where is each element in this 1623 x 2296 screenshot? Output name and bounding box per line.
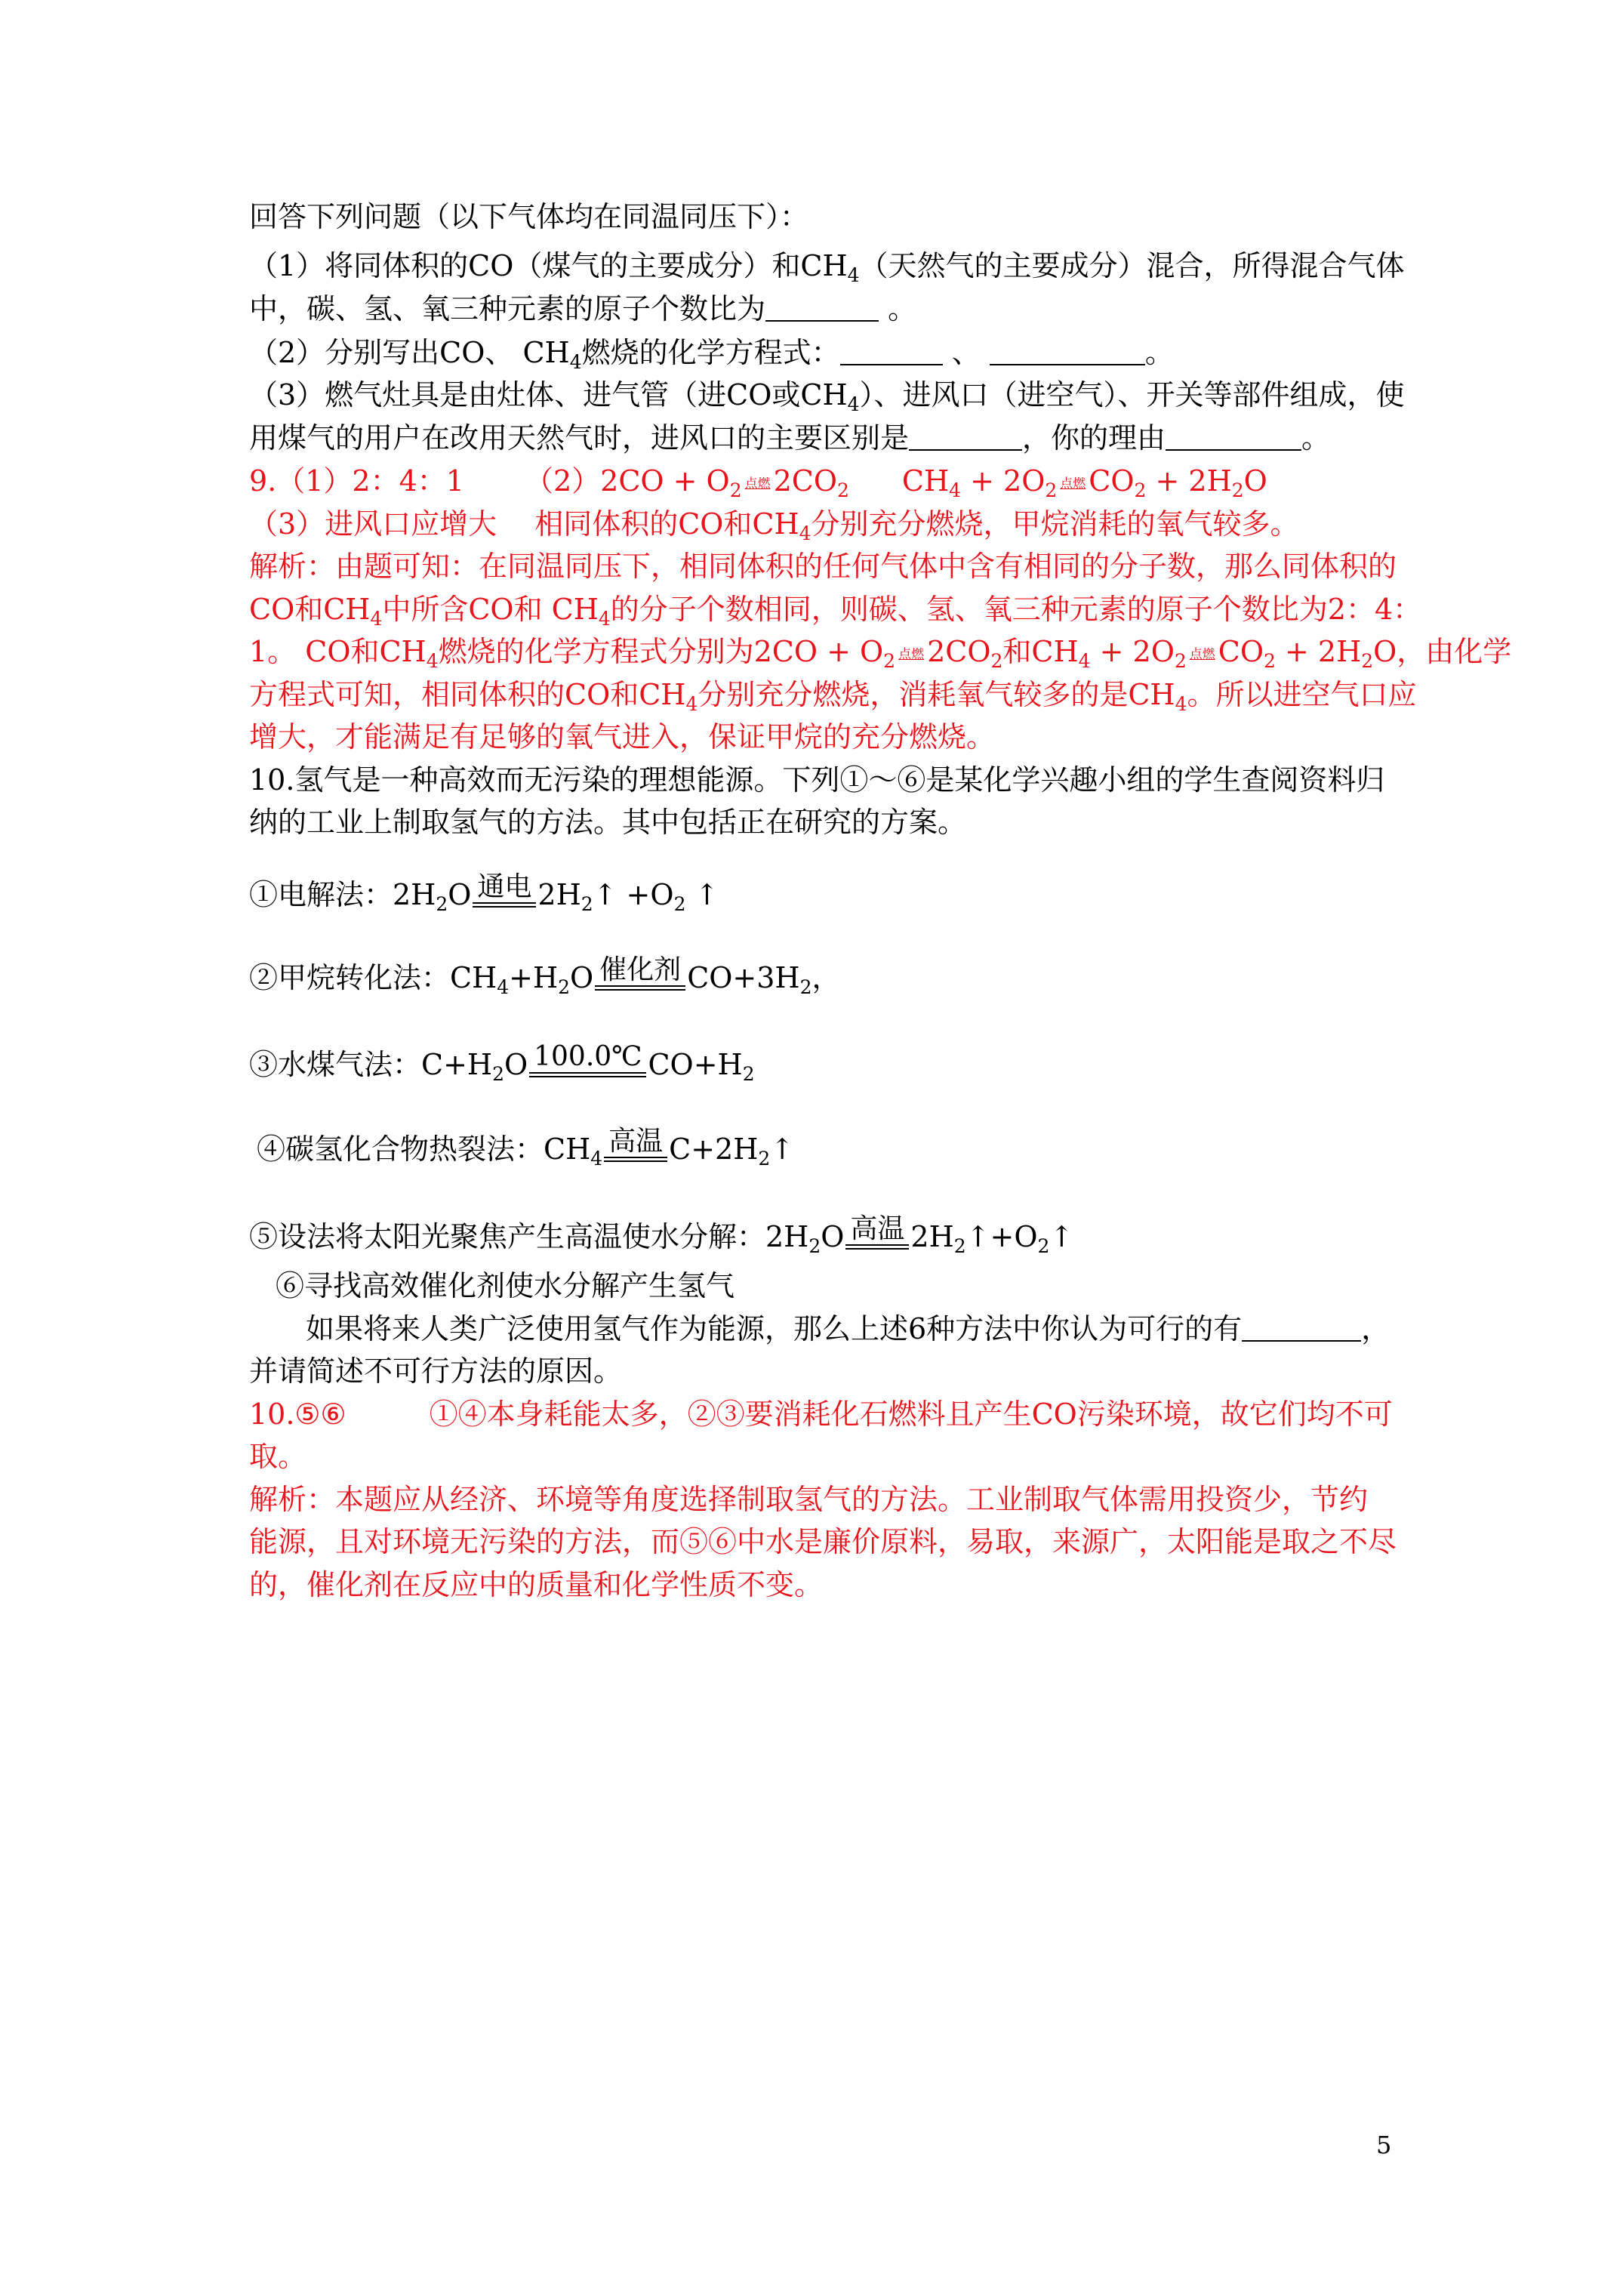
method-2-methane-conversion: ②甲烷转化法：$CH_4+H_2O$ 催化剂 $CO+3H_2$， [249, 954, 841, 998]
answer-9-explanation-1: 解析：由题可知：在同温同压下，相同体积的任何气体中含有相同的分子数，那么同体积的 [249, 550, 1397, 583]
question-part-1-cont: 中，碳、氢、氧三种元素的原子个数比为 。 [249, 292, 917, 325]
answer-9-explanation-4: 方程式可知，相同体积的CO和$CH_4$分别充分燃烧，消耗氧气较多的是$CH_4$。所以进空气口应 [249, 678, 1417, 715]
answer-9-line-1: 9.（1）2：4：1 $(2)2CO + O_2$ 点燃 $2CO_2$ $CH_4 + 2O_2$ 点燃 $CO_2 + 2H_2O$ [249, 464, 1267, 501]
question-10-ask-1: 如果将来人类广泛使用氢气作为能源，那么上述6种方法中你认为可行的有 ， [306, 1312, 1390, 1345]
condition-electrify: 通电 [473, 872, 536, 908]
answer-blank[interactable] [990, 337, 1145, 365]
question-part-1: （1）将同体积的CO（煤气的主要成分）和$CH_4$（天然气的主要成分）混合，所得混合气体 [249, 249, 1405, 286]
question-part-2: （2）分别写出CO、 $CH_4$燃烧的化学方程式： 、 。 [249, 336, 1174, 373]
condition-ignite: 点燃 [898, 647, 925, 662]
method-5-solar-decomposition: ⑤设法将太阳光聚焦产生高温使水分解：$2H_2O$ 高温 $2H_2↑+O_2↑$ [249, 1213, 1074, 1257]
condition-ignite: 点燃 [744, 476, 771, 492]
answer-9-explanation-3: 1。 CO和$CH_4$燃烧的化学方程式分别为$2CO + O_2$ 点燃 $2CO_2$和$CH_4 + 2O_2$ 点燃 $CO_2 + 2H_2O$，由化学 [249, 635, 1512, 672]
question-part-3-cont: 用煤气的用户在改用天然气时，进风口的主要区别是 ，你的理由 。 [249, 421, 1331, 455]
answer-9-explanation-2: CO和$CH_4$中所含CO和 $CH_4$的分子个数相同，则碳、氢、氧三种元素的原子个数比为2：4： [249, 593, 1422, 630]
answer-9-explanation-5: 增大，才能满足有足够的氧气进入，保证甲烷的充分燃烧。 [249, 720, 996, 754]
method-3-water-gas: ③水煤气法：$C+H_2O$ 100.0℃ $CO+H_2$ [249, 1041, 755, 1085]
page-number: 5 [1376, 2131, 1392, 2159]
answer-10-line-2: 取。 [249, 1440, 307, 1473]
condition-ignite: 点燃 [1060, 476, 1086, 492]
answer-blank[interactable] [1166, 422, 1301, 451]
answer-blank[interactable] [909, 422, 1022, 451]
answer-9-line-2: （3）进风口应增大 相同体积的CO和$CH_4$分别充分燃烧，甲烷消耗的氧气较多。 [249, 507, 1299, 544]
answer-10-explanation-2: 能源，且对环境无污染的方法，而⑤⑥中水是廉价原料，易取，来源广，太阳能是取之不尽 [249, 1525, 1397, 1558]
answer-blank[interactable] [1242, 1313, 1361, 1342]
question-intro: 回答下列问题（以下气体均在同温同压下）： [249, 200, 809, 233]
question-part-3: （3）燃气灶具是由灶体、进气管（进CO或$CH_4$）、进风口（进空气）、开关等部件组成，使 [249, 378, 1405, 415]
method-6-catalyst: ⑥寻找高效催化剂使水分解产生氢气 [276, 1269, 735, 1302]
condition-high-temperature: 高温 [604, 1126, 667, 1162]
question-10-ask-2: 并请简述不可行方法的原因。 [249, 1354, 623, 1388]
answer-10-explanation-3: 的，催化剂在反应中的质量和化学性质不变。 [249, 1568, 824, 1601]
answer-blank[interactable] [840, 337, 943, 365]
method-4-hydrocarbon-cracking: ④碳氢化合物热裂法：$CH_4$ 高温 $C+2H_2↑$ [257, 1126, 795, 1170]
condition-ignite: 点燃 [1189, 647, 1215, 662]
answer-10-line-1: 10.⑤⑥ ①④本身耗能太多，②③要消耗化石燃料且产生CO污染环境，故它们均不可 [249, 1398, 1393, 1431]
question-10-line-1: 10.氢气是一种高效而无污染的理想能源。下列①～⑥是某化学兴趣小组的学生查阅资料归 [249, 763, 1385, 797]
question-10-line-2: 纳的工业上制取氢气的方法。其中包括正在研究的方案。 [249, 806, 967, 839]
condition-high-temperature: 高温 [845, 1214, 909, 1250]
condition-temperature: 100.0℃ [529, 1042, 646, 1077]
method-1-electrolysis: ①电解法：$2H_2O$ 通电 $2H_2↑ +O_2$ ↑ [249, 871, 719, 915]
answer-10-explanation-1: 解析：本题应从经济、环境等角度选择制取氢气的方法。工业制取气体需用投资少，节约 [249, 1483, 1369, 1516]
condition-catalyst: 催化剂 [595, 955, 685, 991]
answer-blank[interactable] [765, 293, 879, 322]
